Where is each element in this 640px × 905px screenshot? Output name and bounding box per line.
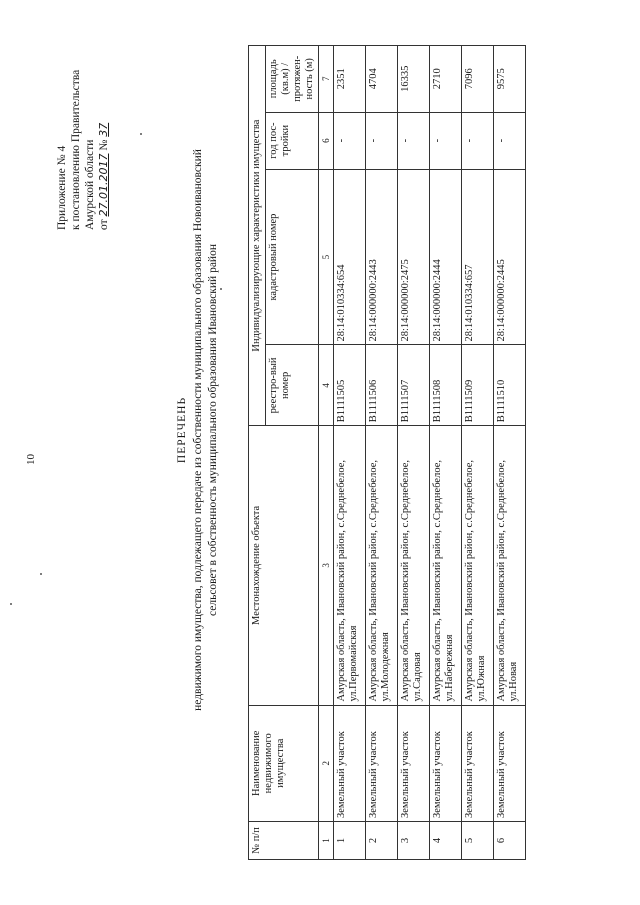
row-cadastral: 28:14:010334:654: [334, 169, 366, 345]
row-num: 6: [494, 821, 526, 859]
row-area: 9575: [494, 46, 526, 113]
table-row: [334, 46, 366, 860]
row-num: 5: [462, 821, 494, 859]
header-area: площадь (кв.м) / протяжен-ность (м): [266, 46, 319, 113]
page-number: 10: [25, 454, 37, 465]
row-location: Амурская область, Ивановский район, с.Среднебелое, ул.Первомайская: [334, 426, 366, 705]
row-num: 1: [334, 821, 366, 859]
table-row: [398, 46, 430, 860]
appendix-date-line: [97, 70, 111, 230]
row-year: -: [366, 112, 398, 169]
row-location: Амурская область, Ивановский район, с.Среднебелое, ул.Молодежная: [366, 426, 398, 705]
row-area: 16335: [398, 46, 430, 113]
scan-speck: [10, 603, 12, 605]
row-cadastral: 28:14:010334:657: [462, 169, 494, 345]
row-name: Земельный участок: [366, 705, 398, 821]
column-number: 7: [319, 46, 334, 113]
row-location: Амурская область, Ивановский район, с.Среднебелое, ул.Новая: [494, 426, 526, 705]
column-number: 1: [319, 821, 334, 859]
row-cadastral: 28:14:000000:2443: [366, 169, 398, 345]
row-year: -: [494, 112, 526, 169]
header-registry: реестро-вый номер: [266, 345, 319, 426]
appendix-line-2: к постановлению Правительства: [70, 69, 82, 230]
handwritten-date: 27.01.2017: [97, 153, 110, 217]
row-area: 7096: [462, 46, 494, 113]
header-num: № п/п: [249, 821, 319, 859]
row-area: 2351: [334, 46, 366, 113]
row-location: Амурская область, Ивановский район, с.Среднебелое, ул.Набережная: [430, 426, 462, 705]
row-num: 4: [430, 821, 462, 859]
row-name: Земельный участок: [462, 705, 494, 821]
row-registry: В1111510: [494, 345, 526, 426]
scan-speck: [40, 573, 42, 575]
appendix-note: [55, 70, 111, 230]
row-location: Амурская область, Ивановский район, с.Среднебелое, ул.Южная: [462, 426, 494, 705]
row-area: 2710: [430, 46, 462, 113]
row-cadastral: 28:14:000000:2444: [430, 169, 462, 345]
column-number: 6: [319, 112, 334, 169]
row-registry: В1111506: [366, 345, 398, 426]
title-line-1: недвижимого имущества, подлежащего передаче из собственности муниципального образования Новоивановский: [192, 149, 204, 711]
appendix-line-1: Приложение № 4: [56, 145, 68, 230]
document-title: [175, 105, 221, 755]
row-registry: В1111509: [462, 345, 494, 426]
row-name: Земельный участок: [494, 705, 526, 821]
row-year: -: [334, 112, 366, 169]
row-registry: В1111505: [334, 345, 366, 426]
header-year: год пос-тройки: [266, 112, 319, 169]
row-num: 2: [366, 821, 398, 859]
row-cadastral: 28:14:000000:2445: [494, 169, 526, 345]
column-number: 5: [319, 169, 334, 345]
row-cadastral: 28:14:000000:2475: [398, 169, 430, 345]
header-characteristics: Индивидуализирующие характеристики имущества: [249, 46, 266, 426]
title-heading: ПЕРЕЧЕНЬ: [176, 396, 188, 464]
row-name: Земельный участок: [430, 705, 462, 821]
header-cadastral: кадастровый номер: [266, 169, 319, 345]
row-area: 4704: [366, 46, 398, 113]
row-registry: В1111508: [430, 345, 462, 426]
scan-speck: [220, 288, 222, 290]
scan-speck: [140, 133, 142, 135]
row-year: -: [462, 112, 494, 169]
row-num: 3: [398, 821, 430, 859]
table-row: [366, 46, 398, 860]
table-row: [462, 46, 494, 860]
row-name: Земельный участок: [398, 705, 430, 821]
property-table: [248, 45, 526, 860]
row-name: Земельный участок: [334, 705, 366, 821]
header-location: Местонахождение объекта: [249, 426, 319, 705]
column-number: 4: [319, 345, 334, 426]
column-number: 2: [319, 705, 334, 821]
column-number: 3: [319, 426, 334, 705]
title-line-2: сельсовет в собственность муниципального образования Ивановский район: [207, 244, 219, 616]
appendix-line-3: Амурской области: [84, 139, 96, 230]
table-row: [494, 46, 526, 860]
row-year: -: [398, 112, 430, 169]
row-location: Амурская область, Ивановский район, с.Среднебелое, ул.Садовая: [398, 426, 430, 705]
row-year: -: [430, 112, 462, 169]
header-name: Наименование недвижимого имущества: [249, 705, 319, 821]
date-prefix: от: [98, 219, 110, 230]
table-row: [430, 46, 462, 860]
number-prefix: №: [98, 139, 110, 151]
row-registry: В1111507: [398, 345, 430, 426]
handwritten-number: 37: [97, 122, 110, 137]
